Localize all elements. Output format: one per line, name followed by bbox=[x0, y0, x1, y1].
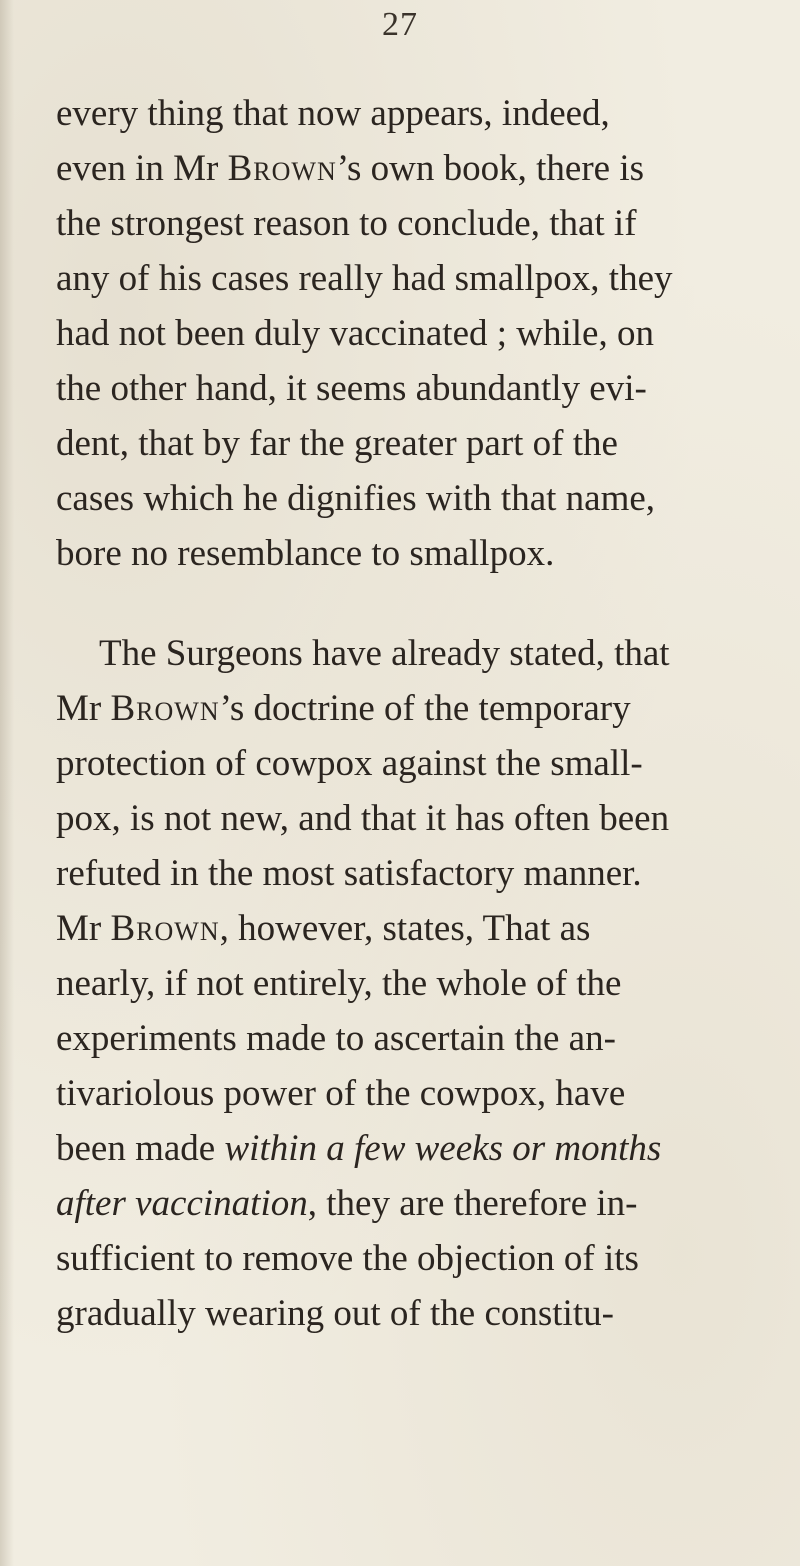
text-line: cases which he dignifies with that name, bbox=[56, 478, 656, 519]
text-span: been made bbox=[56, 1128, 225, 1169]
text-line bbox=[56, 1127, 661, 1171]
text-line: nearly, if not entirely, the whole of the bbox=[56, 963, 622, 1004]
text-line: bore no resemblance to smallpox. bbox=[56, 533, 555, 574]
italic-phrase: within a few weeks or months bbox=[224, 1128, 662, 1169]
text-line: The Surgeons have already stated, that bbox=[99, 633, 670, 674]
text-line: sufficient to remove the objection of its bbox=[56, 1238, 639, 1279]
text-line: refuted in the most satisfactory manner. bbox=[56, 853, 642, 894]
italic-phrase: after vaccination bbox=[56, 1183, 308, 1224]
name-brown: Brown bbox=[227, 148, 337, 189]
text-line: any of his cases really had smallpox, they bbox=[56, 258, 673, 299]
text-line: gradually wearing out of the constitu- bbox=[56, 1293, 614, 1334]
text-line bbox=[56, 1182, 637, 1226]
text-span: ’s doctrine of the temporary bbox=[219, 688, 631, 729]
text-line: had not been duly vaccinated ; while, on bbox=[56, 313, 654, 354]
text-line: experiments made to ascertain the an- bbox=[56, 1018, 616, 1059]
text-line: dent, that by far the greater part of the bbox=[56, 423, 618, 464]
page-number: 27 bbox=[382, 6, 418, 43]
text-line: the strongest reason to conclude, that if bbox=[56, 203, 637, 244]
text-line: tivariolous power of the cowpox, have bbox=[56, 1073, 626, 1114]
text-line: the other hand, it seems abundantly evi- bbox=[56, 368, 647, 409]
text-line: protection of cowpox against the small- bbox=[56, 743, 643, 784]
page-edge-shadow bbox=[0, 0, 14, 1566]
text-span: Mr bbox=[56, 688, 111, 729]
text-line bbox=[56, 907, 590, 951]
name-brown: Brown bbox=[110, 908, 220, 949]
text-span: , they are therefore in- bbox=[307, 1183, 638, 1224]
text-line bbox=[56, 147, 644, 191]
text-span: ’s own book, there is bbox=[336, 148, 645, 189]
text-line: pox, is not new, and that it has often been bbox=[56, 798, 670, 839]
text-span: , however, states, That as bbox=[219, 908, 591, 949]
text-span: even in Mr bbox=[56, 148, 228, 189]
text-line bbox=[56, 687, 631, 731]
text-span: Mr bbox=[56, 908, 111, 949]
name-brown: Brown bbox=[110, 688, 220, 729]
text-line: every thing that now appears, indeed, bbox=[56, 93, 610, 134]
